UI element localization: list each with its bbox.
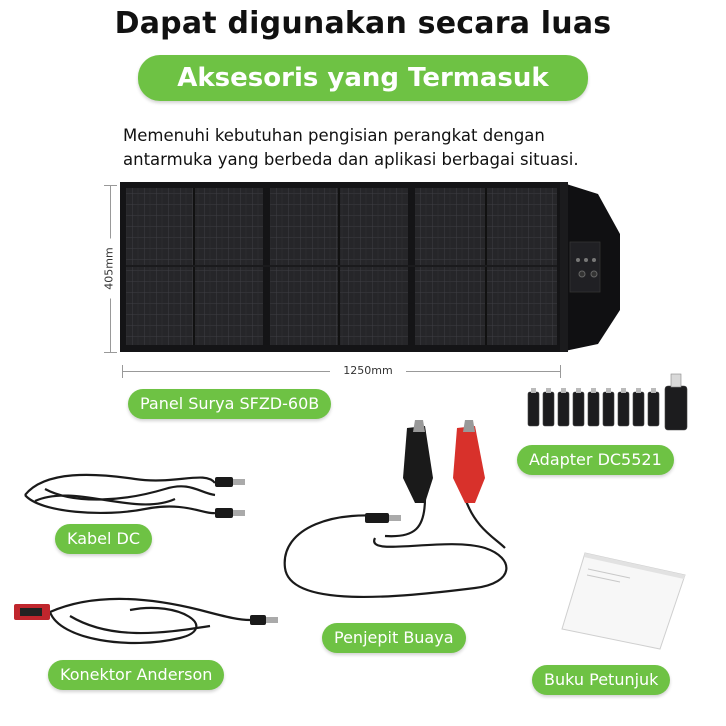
width-label: 1250mm: [330, 364, 406, 377]
label-manual: Buku Petunjuk: [532, 665, 670, 695]
manual-booklet-image: [560, 545, 690, 655]
alligator-clip-image: [275, 418, 530, 618]
anderson-connector-image: [10, 590, 285, 660]
label-panel: Panel Surya SFZD-60B: [128, 389, 331, 419]
intro-line-2: antarmuka yang berbeda dan aplikasi berbagai situasi.: [123, 150, 579, 169]
intro-text: [123, 124, 643, 172]
intro-line-1: Memenuhi kebutuhan pengisian perangkat dengan: [123, 126, 545, 145]
height-tick-bottom: [104, 352, 117, 353]
headline: Dapat digunakan secara luas: [114, 6, 612, 41]
label-dc-cable: Kabel DC: [55, 524, 152, 554]
banner-pill: Aksesoris yang Termasuk: [138, 55, 588, 101]
solar-panel-image: [120, 182, 620, 354]
label-anderson: Konektor Anderson: [48, 660, 224, 690]
label-clip: Penjepit Buaya: [322, 623, 466, 653]
height-label: 405mm: [103, 239, 116, 299]
adapter-tips-image: [525, 372, 695, 434]
height-tick-top: [104, 185, 117, 186]
dc-cable-image: [15, 465, 255, 530]
label-adapter: Adapter DC5521: [517, 445, 674, 475]
width-tick-left: [122, 365, 123, 378]
